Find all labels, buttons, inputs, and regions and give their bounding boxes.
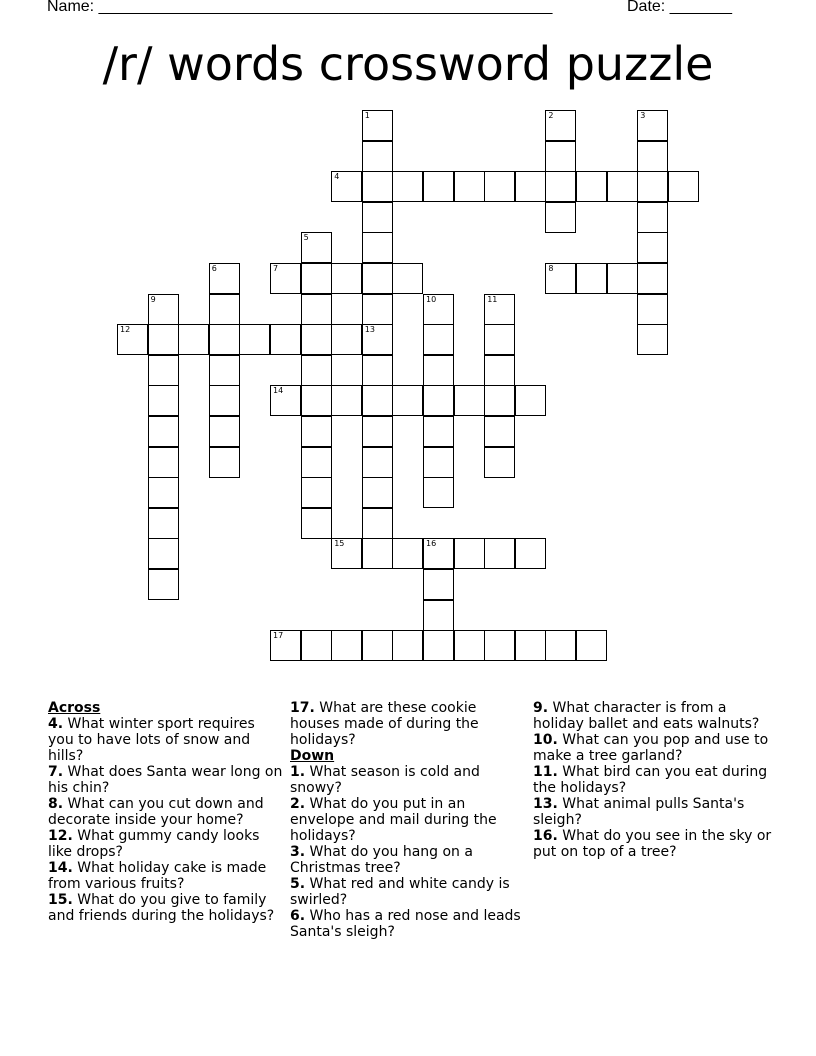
grid-cell[interactable] <box>637 263 668 294</box>
grid-cell[interactable] <box>148 477 179 508</box>
clue-down-13: 13. What animal pulls Santa's sleigh? <box>533 796 745 828</box>
clue-down-6: 6. Who has a red nose and leads Santa's sleigh? <box>290 908 521 940</box>
clue-down-5: 5. What red and white candy is swirled? <box>290 876 510 908</box>
grid-cell[interactable] <box>209 324 240 355</box>
grid-cell[interactable] <box>423 477 454 508</box>
grid-cell[interactable] <box>362 294 393 325</box>
grid-cell[interactable] <box>637 202 668 233</box>
clue-down-1: 1. What season is cold and snowy? <box>290 764 480 796</box>
grid-cell[interactable] <box>392 630 423 661</box>
grid-cell[interactable] <box>423 416 454 447</box>
grid-cell[interactable] <box>484 355 515 386</box>
clue-down-10: 10. What can you pop and use to make a tree garland? <box>533 732 769 764</box>
grid-cell[interactable] <box>148 324 179 355</box>
grid-cell[interactable] <box>209 416 240 447</box>
grid-cell[interactable] <box>270 263 301 294</box>
grid-cell[interactable] <box>362 416 393 447</box>
grid-cell[interactable] <box>484 171 515 202</box>
grid-cell[interactable] <box>331 385 362 416</box>
grid-cell[interactable] <box>362 110 393 141</box>
grid-cell[interactable] <box>209 385 240 416</box>
grid-cell[interactable] <box>637 294 668 325</box>
grid-cell[interactable] <box>545 171 576 202</box>
grid-cell[interactable] <box>178 324 209 355</box>
clue-across-7: 7. What does Santa wear long on his chin? <box>48 764 283 796</box>
grid-cell[interactable] <box>545 202 576 233</box>
page-title: /r/ words crossword puzzle <box>102 37 714 91</box>
clue-across-15: 15. What do you give to family and friends during the holidays? <box>48 892 275 924</box>
grid-cell[interactable] <box>423 171 454 202</box>
grid-cell[interactable] <box>423 324 454 355</box>
grid-cell[interactable] <box>423 355 454 386</box>
grid-cell[interactable] <box>668 171 699 202</box>
clue-across-14: 14. What holiday cake is made from various fruits? <box>48 860 267 892</box>
grid-cell[interactable] <box>362 141 393 172</box>
grid-cell[interactable] <box>362 477 393 508</box>
grid-cell[interactable] <box>637 171 668 202</box>
grid-cell[interactable] <box>423 385 454 416</box>
clues-column-3 <box>533 700 778 860</box>
grid-cell[interactable] <box>423 600 454 631</box>
grid-cell[interactable] <box>270 324 301 355</box>
clues-column-2 <box>290 700 526 940</box>
grid-cell[interactable] <box>392 263 423 294</box>
grid-cell[interactable] <box>209 294 240 325</box>
grid-cell[interactable] <box>576 263 607 294</box>
grid-cell[interactable] <box>148 569 179 600</box>
grid-cell[interactable] <box>545 141 576 172</box>
clue-number: 14 <box>273 386 284 396</box>
grid-cell[interactable] <box>301 416 332 447</box>
grid-cell[interactable] <box>515 385 546 416</box>
down-heading: Down <box>290 748 335 764</box>
grid-cell[interactable] <box>515 171 546 202</box>
grid-cell[interactable] <box>576 171 607 202</box>
clue-down-9: 9. What character is from a holiday ballet and eats walnuts? <box>533 700 760 732</box>
clue-across-4: 4. What winter sport requires you to have lots of snow and hills? <box>48 716 255 764</box>
grid-cell[interactable] <box>545 630 576 661</box>
grid-cell[interactable] <box>484 630 515 661</box>
clue-down-2: 2. What do you put in an envelope and mail during the holidays? <box>290 796 497 844</box>
grid-cell[interactable] <box>301 630 332 661</box>
grid-cell[interactable] <box>392 538 423 569</box>
grid-cell[interactable] <box>362 202 393 233</box>
grid-cell[interactable] <box>637 141 668 172</box>
grid-cell[interactable] <box>576 630 607 661</box>
grid-cell[interactable] <box>301 232 332 263</box>
grid-cell[interactable] <box>423 447 454 478</box>
grid-cell[interactable] <box>301 447 332 478</box>
grid-cell[interactable] <box>148 355 179 386</box>
grid-cell[interactable] <box>362 538 393 569</box>
grid-cell[interactable] <box>607 171 638 202</box>
grid-cell[interactable] <box>362 232 393 263</box>
clue-number: 2 <box>548 111 554 120</box>
grid-cell[interactable] <box>484 324 515 355</box>
clue-down-11: 11. What bird can you eat during the holidays? <box>533 764 768 796</box>
grid-cell[interactable] <box>209 447 240 478</box>
grid-cell[interactable] <box>301 263 332 294</box>
grid-cell[interactable] <box>301 294 332 325</box>
grid-cell[interactable] <box>239 324 270 355</box>
clue-number: 16 <box>426 539 437 549</box>
grid-cell[interactable] <box>148 385 179 416</box>
grid-cell[interactable] <box>423 630 454 661</box>
date-field-label[interactable]: Date: _______ <box>627 0 732 15</box>
grid-cell[interactable] <box>362 171 393 202</box>
grid-cell[interactable] <box>117 324 148 355</box>
clue-number: 5 <box>303 233 309 243</box>
clue-number: 1 <box>364 111 370 120</box>
clue-number: 12 <box>120 325 131 335</box>
grid-cell[interactable] <box>148 416 179 447</box>
grid-cell[interactable] <box>362 355 393 386</box>
grid-cell[interactable] <box>637 324 668 355</box>
grid-cell[interactable] <box>637 110 668 141</box>
grid-cell[interactable] <box>301 477 332 508</box>
grid-cell[interactable] <box>392 385 423 416</box>
clue-number: 4 <box>334 172 340 182</box>
grid-cell[interactable] <box>362 385 393 416</box>
grid-cell[interactable] <box>454 385 485 416</box>
grid-cell[interactable] <box>454 630 485 661</box>
grid-cell[interactable] <box>362 447 393 478</box>
grid-cell[interactable] <box>362 324 393 355</box>
clue-number: 7 <box>273 264 279 273</box>
grid-cell[interactable] <box>484 538 515 569</box>
grid-cell[interactable] <box>148 447 179 478</box>
grid-cell[interactable] <box>515 630 546 661</box>
grid-cell[interactable] <box>423 538 454 569</box>
grid-cell[interactable] <box>331 171 362 202</box>
grid-cell[interactable] <box>301 355 332 386</box>
grid-cell[interactable] <box>148 294 179 325</box>
clue-number: 11 <box>487 294 498 304</box>
grid-cell[interactable] <box>423 569 454 600</box>
clue-number: 3 <box>640 111 646 120</box>
grid-cell[interactable] <box>484 447 515 478</box>
grid-cell[interactable] <box>484 416 515 447</box>
clue-number: 9 <box>150 294 156 304</box>
grid-cell[interactable] <box>362 263 393 294</box>
grid-cell[interactable] <box>637 232 668 263</box>
grid-cell[interactable] <box>545 263 576 294</box>
grid-cell[interactable] <box>607 263 638 294</box>
grid-cell[interactable] <box>270 385 301 416</box>
grid-cell[interactable] <box>301 508 332 539</box>
grid-cell[interactable] <box>484 385 515 416</box>
grid-cell[interactable] <box>423 294 454 325</box>
grid-cell[interactable] <box>209 263 240 294</box>
grid-cell[interactable] <box>392 171 423 202</box>
clue-number: 15 <box>334 539 345 549</box>
grid-cell[interactable] <box>454 171 485 202</box>
grid-cell[interactable] <box>331 538 362 569</box>
clue-down-16: 16. What do you see in the sky or put on top of a tree? <box>533 828 772 860</box>
clue-number: 13 <box>364 325 375 335</box>
grid-cell[interactable] <box>484 294 515 325</box>
clues-column-1 <box>48 700 284 924</box>
grid-cell[interactable] <box>148 508 179 539</box>
grid-cell[interactable] <box>362 630 393 661</box>
grid-cell[interactable] <box>331 263 362 294</box>
grid-cell[interactable] <box>454 538 485 569</box>
clue-number: 6 <box>211 264 217 273</box>
grid-cell[interactable] <box>362 508 393 539</box>
grid-cell[interactable] <box>270 630 301 661</box>
clue-across-12: 12. What gummy candy looks like drops? <box>48 828 260 860</box>
clue-number: 8 <box>548 264 554 273</box>
grid-cell[interactable] <box>331 630 362 661</box>
grid-cell[interactable] <box>148 538 179 569</box>
grid-cell[interactable] <box>301 385 332 416</box>
across-heading: Across <box>48 700 101 716</box>
grid-cell[interactable] <box>515 538 546 569</box>
clue-across-17: 17. What are these cookie houses made of during the holidays? <box>290 700 479 748</box>
clue-down-3: 3. What do you hang on a Christmas tree? <box>290 844 473 876</box>
grid-cell[interactable] <box>209 355 240 386</box>
name-field-label[interactable]: Name: ___________________________________________________ <box>47 0 553 15</box>
grid-cell[interactable] <box>301 324 332 355</box>
clue-number: 17 <box>273 631 284 641</box>
clue-across-8: 8. What can you cut down and decorate inside your home? <box>48 796 264 828</box>
grid-cell[interactable] <box>545 110 576 141</box>
clue-number: 10 <box>426 294 437 304</box>
grid-cell[interactable] <box>331 324 362 355</box>
